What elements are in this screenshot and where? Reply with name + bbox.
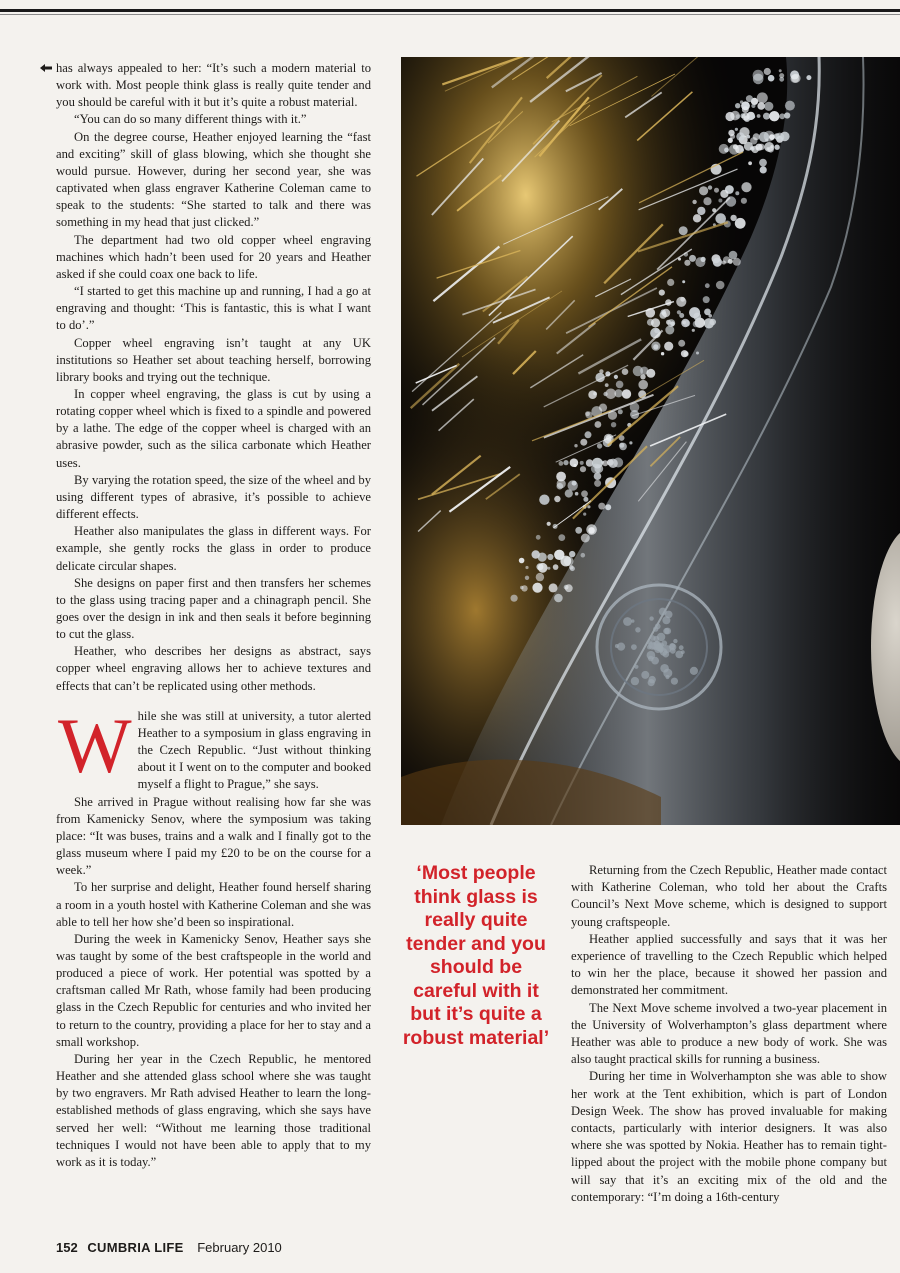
body-paragraph: Heather applied successfully and says that it was her experience of travelling to the Czech Republic which helped to win her the place, because it showed her passion and demonstrated her commitment. — [571, 931, 887, 998]
body-paragraph: Returning from the Czech Republic, Heather made contact with Katherine Coleman, who told her about the Crafts Council’s Next Move scheme, which is designed to support young craftspeople. — [571, 863, 887, 929]
body-paragraph: Heather also manipulates the glass in different ways. For example, she gently rocks the glass in order to produce delicate circular shapes. — [56, 524, 371, 573]
magazine-name: CUMBRIA LIFE — [87, 1240, 184, 1255]
header-rule — [0, 9, 900, 12]
body-paragraph: Copper wheel engraving isn’t taught at any UK institutions so Heather set about teaching herself, borrowing library books and trying out the technique. — [56, 335, 371, 384]
right-column — [571, 862, 887, 1206]
pull-quote: ‘Most people think glass is really quite tender and you should be careful with it but it’s quite a robust material’ — [402, 862, 550, 1049]
left-column-top-paragraphs — [56, 60, 371, 695]
page-footer — [56, 1240, 282, 1255]
body-paragraph: Heather, who describes her designs as abstract, says copper wheel engraving allows her to achieve textures and effects that can’t be replicated using other methods. — [56, 644, 371, 693]
left-column-bottom-paragraphs — [56, 794, 371, 1171]
body-paragraph: During the week in Kamenicky Senov, Heather says she was taught by some of the best craftspeople in the world and produced a piece of work. Her potential was spotted by a craftsman called Mr Rath, whose family had been producing glass in the Czech Republic for centuries and who invited her to return to the country, providing a place for her to stay and a small workshop. — [56, 931, 371, 1049]
body-paragraph: The Next Move scheme involved a two-year placement in the University of Wolverhampton’s glass department where Heather was able to produce a new body of work. She was also taught practical skills for running a business. — [571, 1000, 887, 1067]
body-paragraph: has always appealed to her: “It’s such a modern material to work with. Most people think glass is really quite tender and you should be careful with it but it’s quite a robust material. — [56, 61, 371, 110]
left-column — [56, 60, 371, 1171]
body-paragraph: The department had two old copper wheel engraving machines which hadn’t been used for 20 years and Heather asked if she could coax one back to life. — [56, 232, 371, 281]
dropcap-paragraph-text: hile she was still at university, a tutor alerted Heather to a symposium in glass engraving in the Czech Republic. “Just without thinking about it I went on to the computer and booked myself a flight to Prague,” she says. — [137, 708, 371, 792]
dropcap-paragraph — [56, 701, 371, 794]
body-paragraph: During her time in Wolverhampton she was able to show her work at the Tent exhibition, which is part of London Design Week. The show has proved invaluable for making contacts, particularly with interior designers. It was also where she was spotted by Nokia. Heather has to remain tight-lipped about the project with the mobile phone company but will say that it’s an exciting mix of the old and the contemporary: “I’m doing a 16th-century — [571, 1069, 887, 1204]
body-paragraph: On the degree course, Heather enjoyed learning the “fast and exciting” skill of glass blowing, which she thought she would pursue. However, during her second year, she was captivated when glass engraver Katherine Coleman came to speak to the students: “She started to talk and there was something in my head that just clicked.” — [56, 129, 371, 230]
body-paragraph: “You can do so many different things with it.” — [74, 112, 307, 127]
body-paragraph: She arrived in Prague without realising how far she was from Kamenicky Senov, where the symposium was taking place: “It was buses, trains and a walk and I finally got to the glass museum where I paid my £20 to be on the course for a week.” — [56, 794, 371, 878]
continued-arrow-icon — [40, 64, 52, 72]
body-paragraph: She designs on paper first and then transfers her schemes to the glass using tracing paper and a chinagraph pencil. She goes over the design in ink and then seals it before beginning to cut the glass. — [56, 575, 371, 642]
engraved-glass-photo — [401, 57, 900, 825]
body-paragraph: “I started to get this machine up and running, I had a go at engraving and thought: ‘This is fantastic, this is what I want to do’.” — [56, 284, 371, 333]
header-rule-thin — [0, 14, 900, 15]
issue-date: February 2010 — [197, 1240, 282, 1255]
page-number: 152 — [56, 1240, 78, 1255]
body-paragraph: By varying the rotation speed, the size of the wheel and by using different types of abrasive, it’s possible to achieve different effects. — [56, 472, 371, 522]
dropcap-letter: W — [58, 701, 132, 789]
body-paragraph: During her year in the Czech Republic, he mentored Heather and she attended glass school where she was taught by two engravers. Mr Rath advised Heather to learn the long-established methods of glass engraving, which she says have served her well: “Without me learning those traditional techniques I would not have been able to apply that to my work as it is today.” — [56, 1051, 371, 1169]
body-paragraph: In copper wheel engraving, the glass is cut by using a rotating copper wheel which is fixed to a spindle and powered by a lathe. The edge of the copper wheel is charged with an abrasive powder, such as the silica carbonate which Heather uses. — [56, 386, 371, 470]
body-paragraph: To her surprise and delight, Heather found herself sharing a room in a youth hostel with Katherine Coleman and she was able to tell her how she’d been so inspirational. — [56, 880, 371, 929]
